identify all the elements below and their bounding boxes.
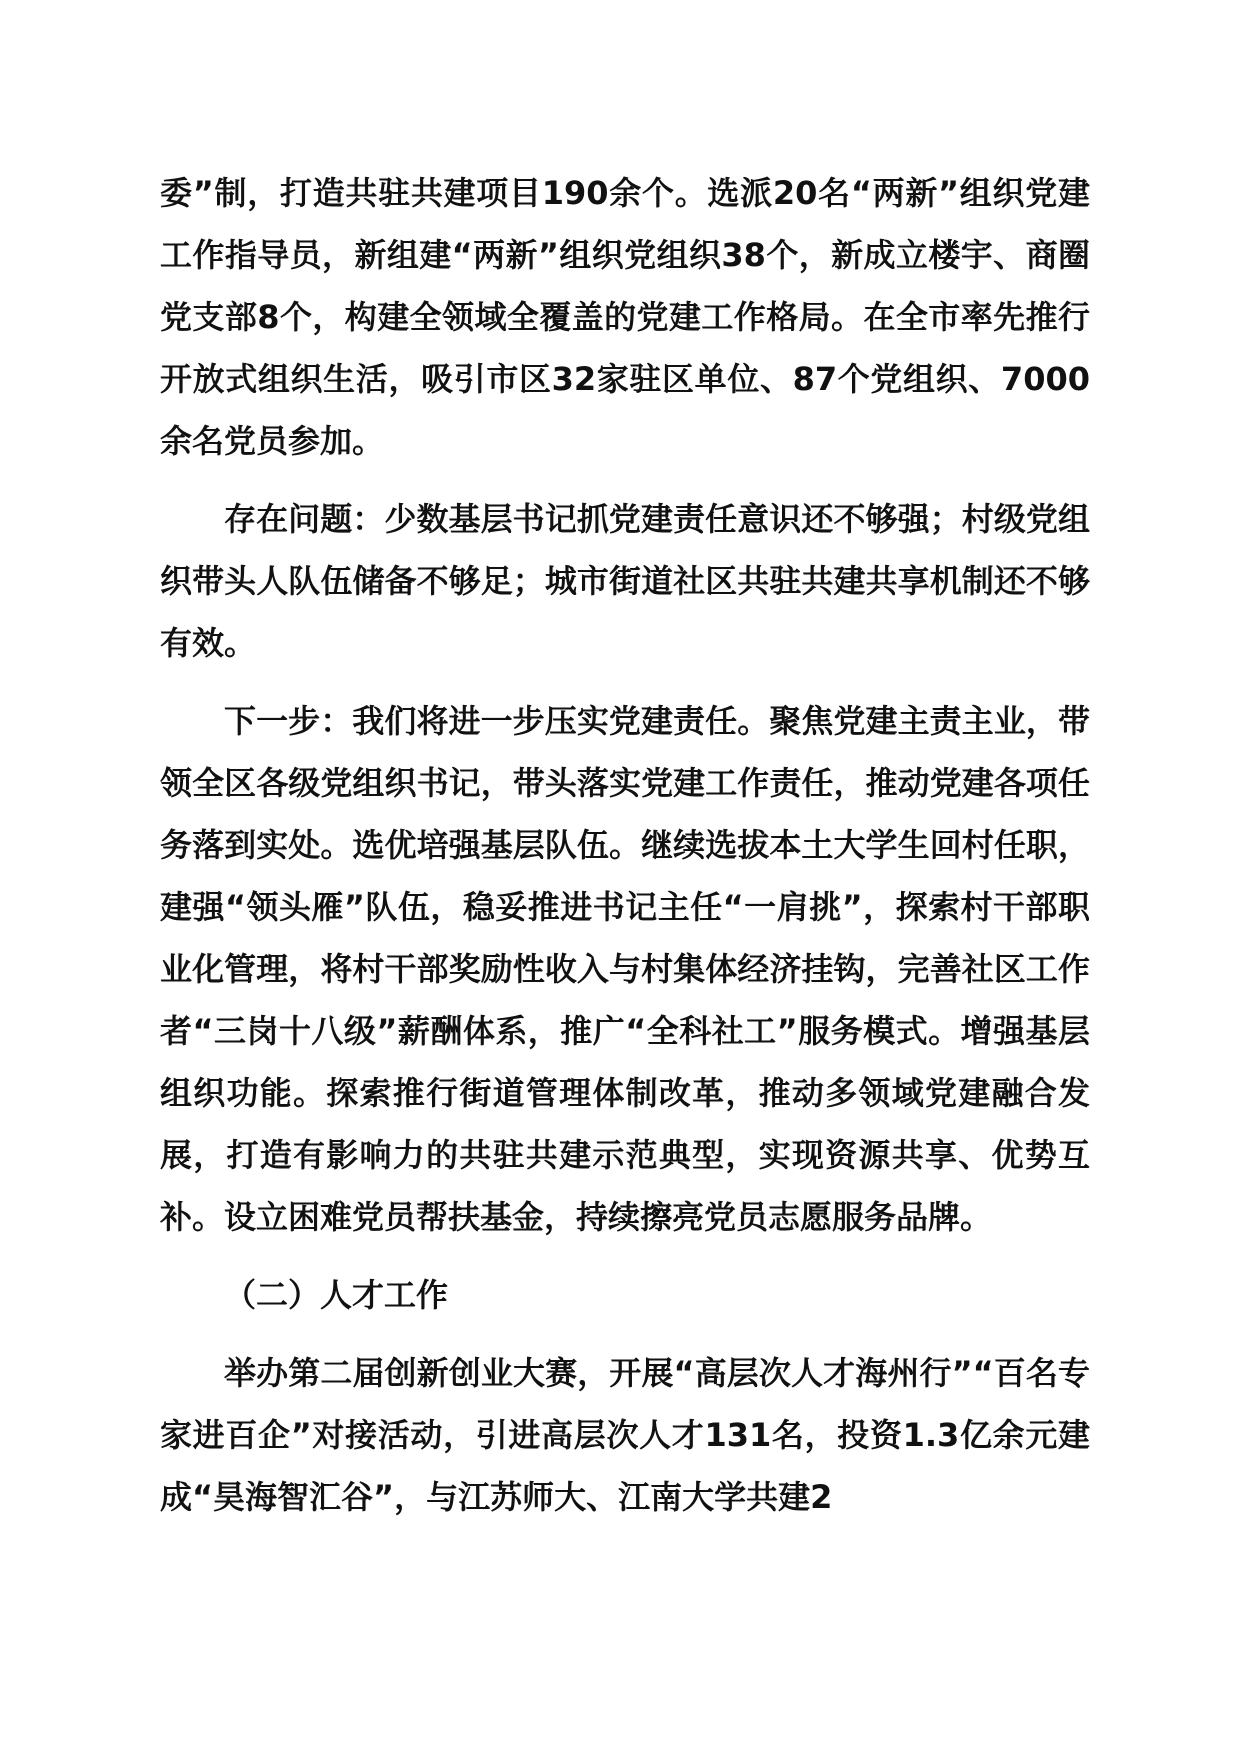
document-body: [160, 162, 1090, 1544]
paragraph-talent-work: 举办第二届创新创业大赛，开展“高层次人才海州行”“百名专家进百企”对接活动，引进高层次人才131名，投资1.3亿余元建成“昊海智汇谷”，与江苏师大、江南大学共建2: [160, 1354, 1090, 1516]
paragraph-existing-problems: 存在问题：少数基层书记抓党建责任意识还不够强；村级党组织带头人队伍储备不够足；城市街道社区共驻共建共享机制还不够有效。: [160, 500, 1090, 662]
paragraph-next-steps: 下一步：我们将进一步压实党建责任。聚焦党建主责主业，带领全区各级党组织书记，带头落实党建工作责任，推动党建各项任务落到实处。选优培强基层队伍。继续选拔本土大学生回村任职，建强“领头雁”队伍，稳妥推进书记主任“一肩挑”，探索村干部职业化管理，将村干部奖励性收入与村集体经济挂钩，完善社区工作者“三岗十八级”薪酬体系，推广“全科社工”服务模式。增强基层组织功能。探索推行街道管理体制改革，推动多领域党建融合发展，打造有影响力的共驻共建示范典型，实现资源共享、优势互补。设立困难党员帮扶基金，持续擦亮党员志愿服务品牌。: [160, 702, 1090, 1236]
paragraph-party-building-results: 委”制，打造共驻共建项目190余个。选派20名“两新”组织党建工作指导员，新组建“两新”组织党组织38个，新成立楼宇、商圈党支部8个，构建全领域全覆盖的党建工作格局。在全市率先推行开放式组织生活，吸引市区32家驻区单位、87个党组织、7000余名党员参加。: [160, 174, 1090, 460]
section-heading-talent-work: （二）人才工作: [224, 1276, 449, 1314]
